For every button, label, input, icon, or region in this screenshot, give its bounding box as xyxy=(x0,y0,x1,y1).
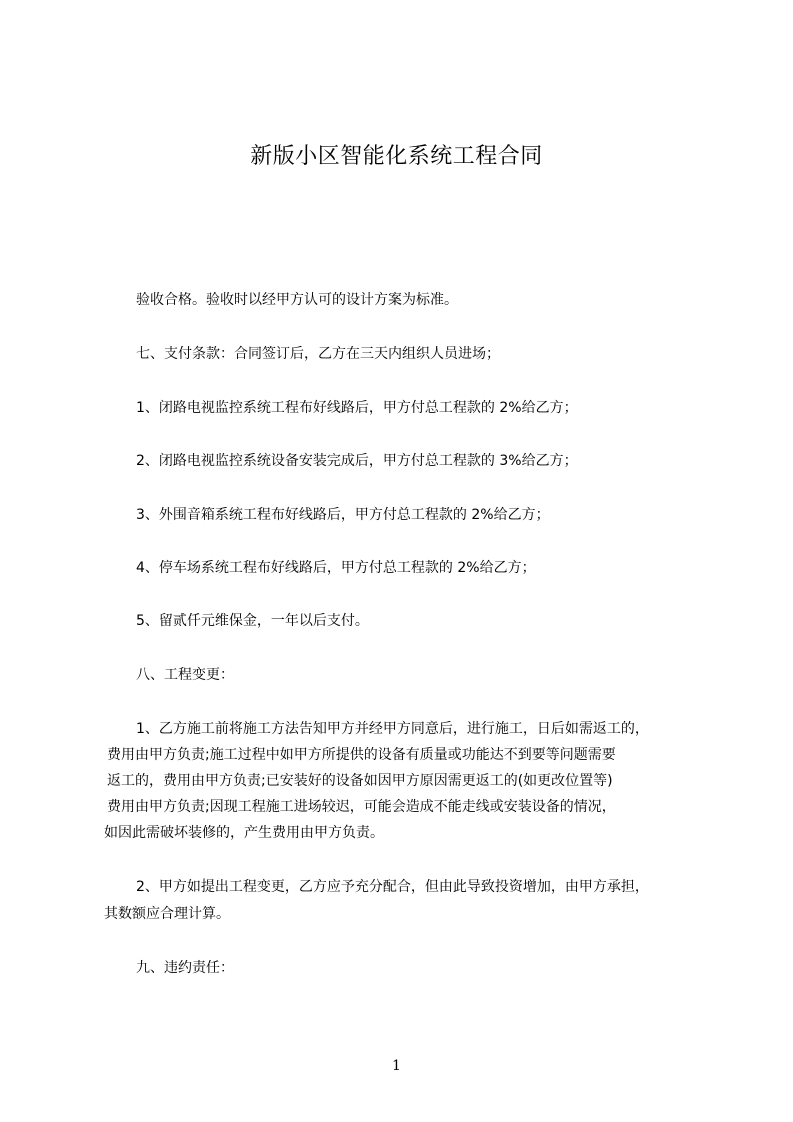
change-item-2-line-2: 其数额应合理计算。 xyxy=(104,906,230,922)
section-eight-heading: 八、工程变更： xyxy=(136,667,234,683)
change-item-1-line-3: 返工的，费用由甲方负责;已安装好的设备如因甲方原因需更返工的(如更改位置等) xyxy=(107,773,613,789)
paragraph-acceptance: 验收合格。验收时以经甲方认可的设计方案为标准。 xyxy=(136,292,458,308)
change-item-2-line-1: 2、甲方如提出工程变更，乙方应予充分配合，但由此导致投资增加，由甲方承担， xyxy=(136,879,649,895)
section-seven-heading: 七、支付条款：合同签订后，乙方在三天内组织人员进场； xyxy=(136,346,500,362)
change-item-1-line-2: 费用由甲方负责;施工过程中如甲方所提供的设备有质量或功能达不到要等问题需要 xyxy=(107,747,616,763)
page-number: 1 xyxy=(392,1058,401,1074)
change-item-1-line-5: 如因此需破坏装修的，产生费用由甲方负责。 xyxy=(104,825,384,841)
payment-item-4: 4、停车场系统工程布好线路后，甲方付总工程款的 2%给乙方； xyxy=(136,560,536,576)
change-item-1-line-1: 1、乙方施工前将施工方法告知甲方并经甲方同意后，进行施工，日后如需返工的， xyxy=(136,721,649,737)
payment-item-1: 1、闭路电视监控系统工程布好线路后，甲方付总工程款的 2%给乙方； xyxy=(136,400,578,416)
section-nine-heading: 九、违约责任： xyxy=(136,960,234,976)
document-title: 新版小区智能化系统工程合同 xyxy=(250,144,543,169)
change-item-1-line-4: 费用由甲方负责;因现工程施工进场较迟，可能会造成不能走线或安装设备的情况， xyxy=(107,799,616,815)
payment-item-2: 2、闭路电视监控系统设备安装完成后，甲方付总工程款的 3%给乙方； xyxy=(136,453,578,469)
payment-item-3: 3、外围音箱系统工程布好线路后，甲方付总工程款的 2%给乙方； xyxy=(136,507,550,523)
payment-item-5: 5、留贰仟元维保金，一年以后支付。 xyxy=(136,613,369,629)
